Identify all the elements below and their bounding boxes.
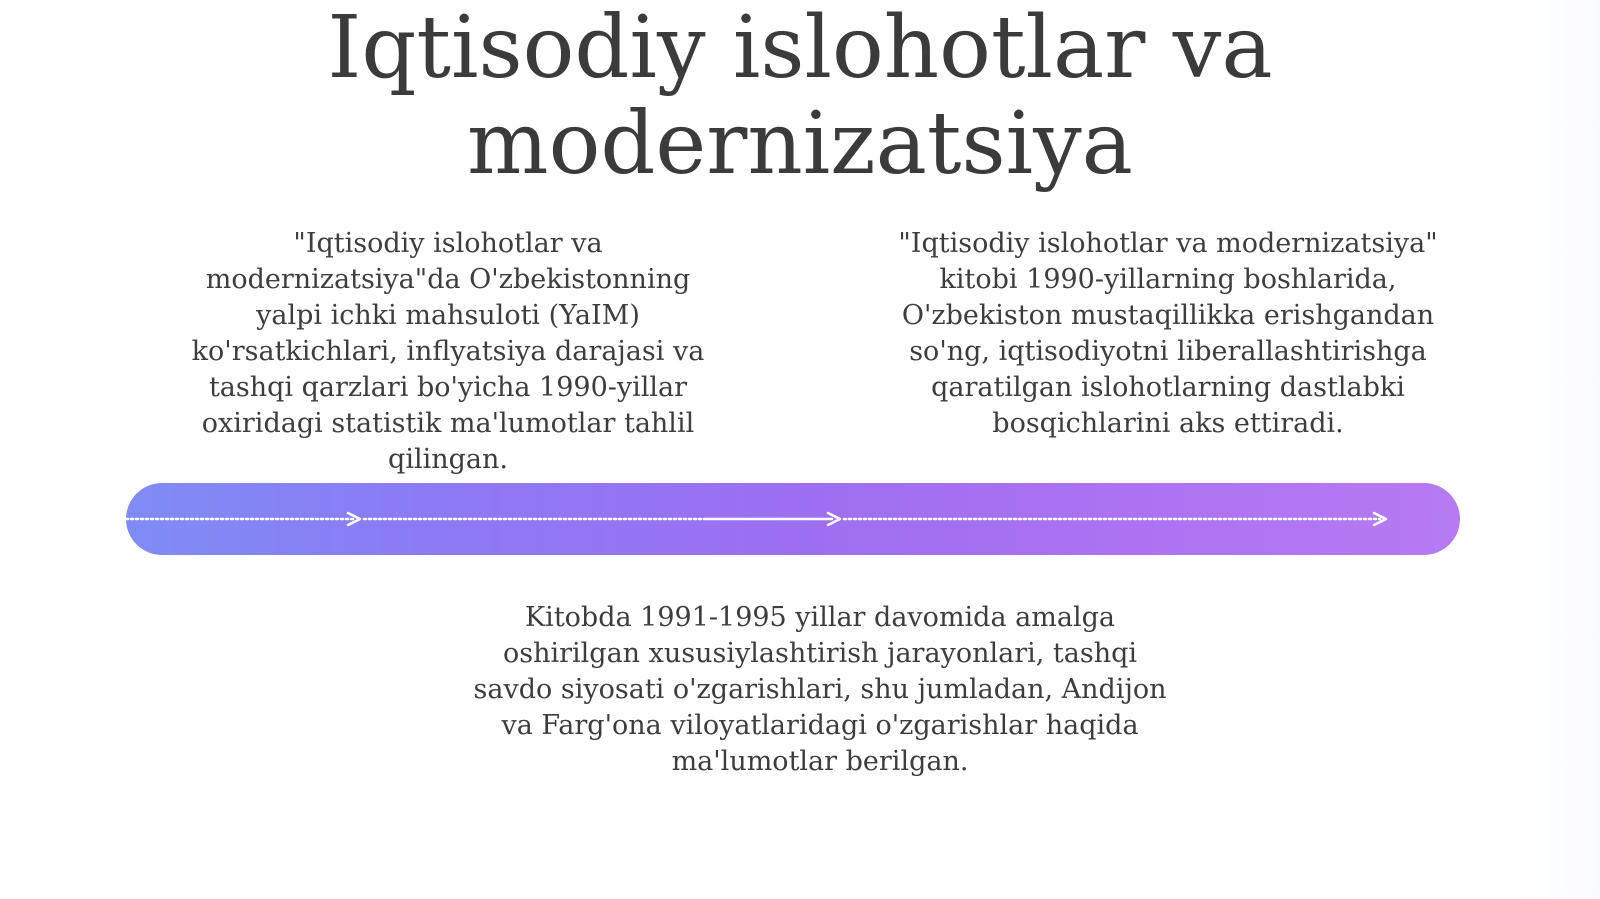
timeline-arrows xyxy=(126,483,1460,555)
slide-title-line-2: modernizatsiya xyxy=(467,94,1133,194)
slide-title xyxy=(0,0,1600,192)
slide-title-line-1: Iqtisodiy islohotlar va xyxy=(327,0,1273,98)
bottom-description: Kitobda 1991-1995 yillar davomida amalga oshirilgan xususiylashtirish jarayonlari, tashqi savdo siyosati o'zgarishlari, shu jumladan, Andijon va Farg'ona viloyatlaridagi o'zgarishlar haqida ma'lumotlar berilgan. xyxy=(473,602,1167,777)
timeline-bar xyxy=(126,483,1460,555)
left-description: "Iqtisodiy islohotlar va modernizatsiya"da O'zbekistonning yalpi ichki mahsuloti (YaIM) ko'rsatkichlari, inflyatsiya darajasi va tashqi qarzlari bo'yicha 1990-yillar oxiridagi statistik ma'lumotlar tahlil qilingan. xyxy=(191,228,705,475)
right-description: "Iqtisodiy islohotlar va modernizatsiya" kitobi 1990-yillarning boshlarida, O'zbekiston mustaqillikka erishgandan so'ng, iqtisodiyotni liberallashtirishga qaratilgan islohotlarning dastlabki bosqichlarini aks ettiradi. xyxy=(898,228,1438,439)
